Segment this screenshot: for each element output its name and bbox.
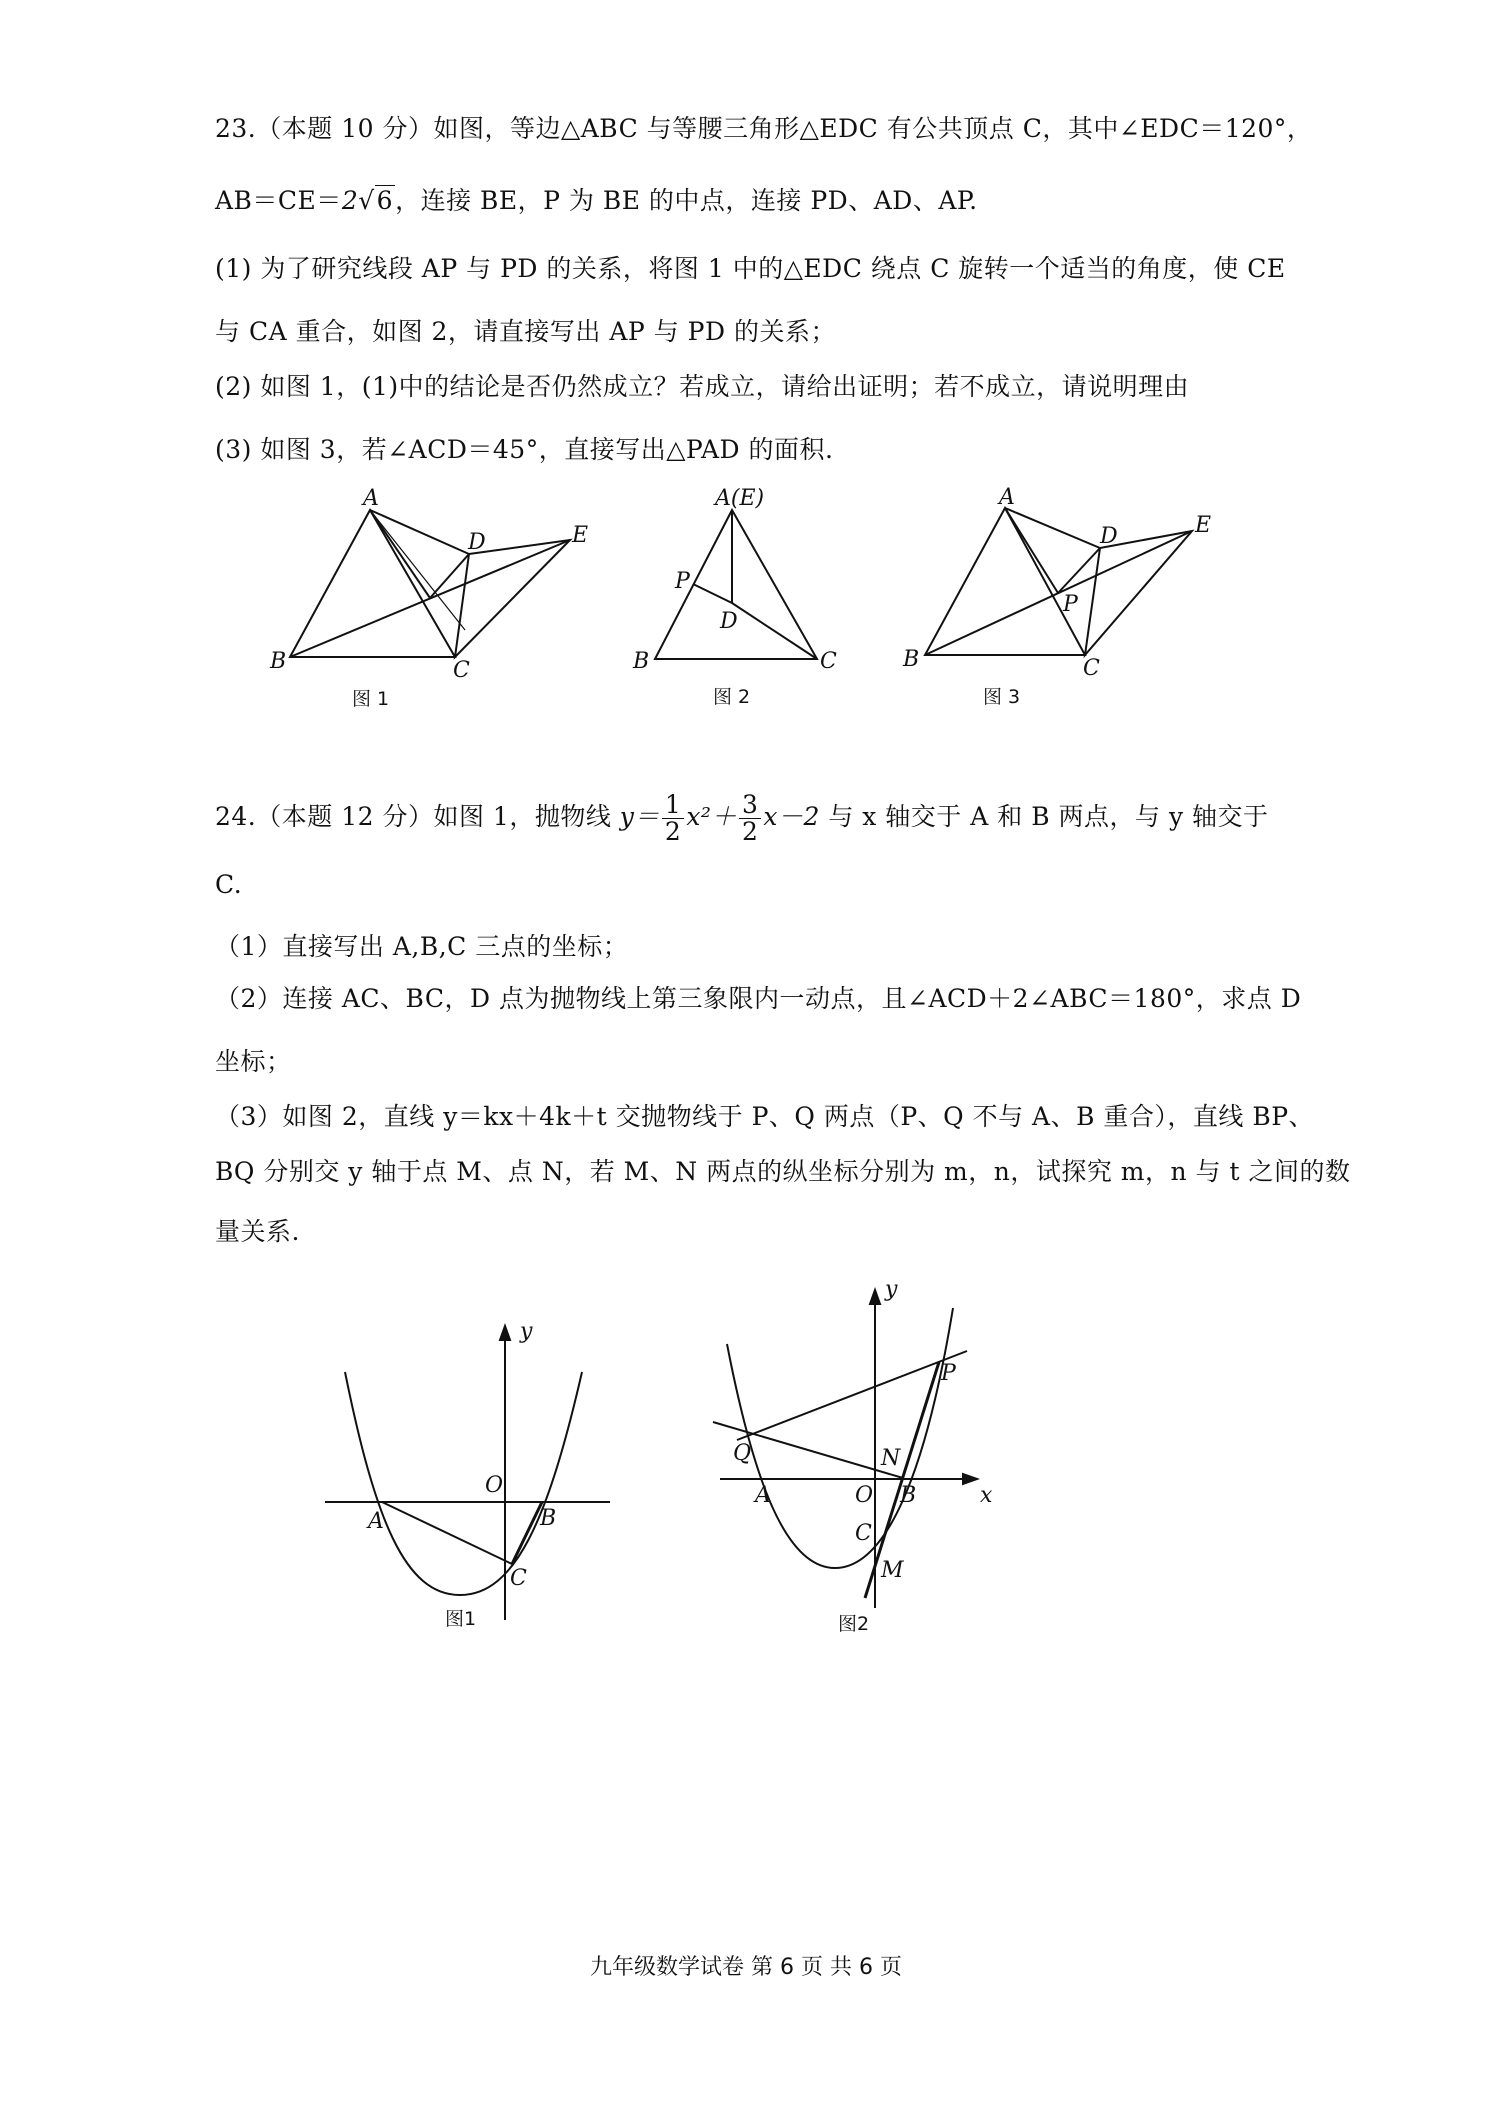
fig1-label-c: C <box>510 1566 527 1591</box>
q23-figure1 <box>270 486 670 720</box>
fig2-axis-label-x: x <box>980 1483 993 1508</box>
fig2-caption: 图2 <box>838 1613 870 1635</box>
q24-line1-post: 与 x 轴交于 A 和 B 两点，与 y 轴交于 <box>828 802 1269 831</box>
eq-y: y＝ <box>619 802 660 831</box>
fig3-triangle-edc <box>1085 531 1192 655</box>
fig1-label-a: A <box>368 1509 384 1534</box>
fig3-label-d: D <box>1100 524 1118 549</box>
fig3-label-b: B <box>903 647 920 672</box>
q23-line2-post: ，连接 BE，P 为 BE 的中点，连接 PD、AD、AP. <box>395 186 978 215</box>
sqrt-radicand: 6 <box>376 186 394 215</box>
q23-figure2 <box>625 485 875 715</box>
fig2-label-c: C <box>820 649 837 674</box>
fig1-caption: 图 1 <box>352 688 390 710</box>
fig1-axis-label-y: y <box>520 1319 533 1344</box>
fig1-caption: 图1 <box>445 1608 477 1630</box>
q24-part2-a: （2）连接 AC、BC，D 点为抛物线上第三象限内一动点，且∠ACD＋2∠ABC＝180°，求点 D <box>215 984 1302 1013</box>
fig1-label-c: C <box>453 658 470 683</box>
fig1-segment-be <box>290 540 570 657</box>
fig2-label-q: Q <box>733 1441 752 1466</box>
fig2-label-p: P <box>675 569 690 594</box>
q24-part2-b: 坐标； <box>215 1047 292 1076</box>
fig3-label-c: C <box>1083 656 1100 681</box>
fig1-label-o: O <box>485 1473 504 1498</box>
fig3-segment-ad <box>1005 508 1100 548</box>
fig2-line-pq <box>737 1351 967 1440</box>
q23-part2: (2) 如图 1，(1)中的结论是否仍然成立？若成立，请给出证明；若不成立，请说明理由 <box>215 372 1190 401</box>
fig1-parabola <box>345 1372 582 1595</box>
fig2-x-arrow <box>963 1474 977 1484</box>
fig3-label-a: A <box>999 485 1015 510</box>
frac2-denominator: 2 <box>741 817 759 846</box>
frac1-numerator: 1 <box>662 792 684 819</box>
q24-line1-pre: 24.（本题 12 分）如图 1，抛物线 <box>215 802 612 831</box>
fig3-caption: 图 3 <box>983 686 1021 708</box>
fig2-label-n: N <box>881 1446 901 1471</box>
fig1-segment-bc <box>512 1502 542 1564</box>
q23-part3: (3) 如图 3，若∠ACD＝45°，直接写出△PAD 的面积. <box>215 435 834 464</box>
fig1-triangle-edc <box>455 540 570 657</box>
fig2-axis-label-y: y <box>885 1277 898 1302</box>
q24-part3-a: （3）如图 2，直线 y＝kx＋4k＋t 交抛物线于 P、Q 两点（P、Q 不与 A、B 重合），直线 BP、 <box>215 1102 1315 1131</box>
fig1-label-a: A <box>363 486 379 511</box>
fig3-triangle-abc <box>925 508 1085 655</box>
q23-part1-b: 与 CA 重合，如图 2，请直接写出 AP 与 PD 的关系； <box>215 317 836 346</box>
fig1-label-d: D <box>468 530 486 555</box>
q24-part1: （1）直接写出 A,B,C 三点的坐标； <box>215 932 629 961</box>
fig2-segment-dc <box>732 603 817 659</box>
frac1-denominator: 2 <box>664 817 682 846</box>
q23-part1-a: (1) 为了研究线段 AP 与 PD 的关系，将图 1 中的△EDC 绕点 C 旋转一个适当的角度，使 CE <box>215 254 1286 283</box>
fig1-label-b: B <box>270 649 287 674</box>
fig2-parabola <box>727 1308 953 1568</box>
fig2-label-d: D <box>720 609 738 634</box>
eq-tail: x－2 <box>763 802 820 831</box>
fig2-label-b: B <box>633 649 650 674</box>
fig2-label-o: O <box>855 1483 874 1508</box>
q24-parabola-equation <box>619 790 829 846</box>
sqrt-coefficient: 2 <box>341 186 359 215</box>
q23-sqrt-expression <box>342 185 395 215</box>
fig2-segment-pd <box>693 584 732 603</box>
q24-part3-c: 量关系. <box>215 1217 300 1246</box>
fig1-y-arrow <box>500 1326 510 1340</box>
page-footer: 九年级数学试卷 第 6 页 共 6 页 <box>590 1955 902 1980</box>
q23-line2-pre: AB＝CE＝ <box>215 186 342 215</box>
eq-fraction-2 <box>739 792 761 845</box>
fig2-label-c: C <box>855 1521 872 1546</box>
fig1-label-e: E <box>572 523 589 548</box>
fig2-label-b: B <box>900 1483 917 1508</box>
q23-line1: 23.（本题 10 分）如图，等边△ABC 与等腰三角形△EDC 有公共顶点 C，其中∠EDC＝120°， <box>215 114 1313 143</box>
fig2-label-p: P <box>941 1361 956 1386</box>
q24-line2: C. <box>215 870 243 899</box>
fig1-triangle-abc <box>290 510 455 657</box>
frac2-numerator: 3 <box>739 792 761 819</box>
fig1-aux-line <box>370 510 465 630</box>
q24-figure1 <box>320 1320 640 1630</box>
q24-line1 <box>215 792 1269 845</box>
fig3-label-e: E <box>1195 513 1212 538</box>
fig3-label-p: P <box>1063 592 1078 617</box>
q23-figure3 <box>895 485 1255 718</box>
fig2-caption: 图 2 <box>713 686 751 708</box>
q24-figure2 <box>705 1278 1005 1638</box>
fig1-label-b: B <box>540 1506 557 1531</box>
fig2-label-ae: A(E) <box>715 486 765 511</box>
fig2-y-arrow <box>870 1290 880 1304</box>
sqrt-sign: √6 <box>358 186 394 215</box>
q23-line2 <box>215 184 978 218</box>
eq-fraction-1 <box>662 792 684 845</box>
fig2-label-a: A <box>755 1483 771 1508</box>
fig2-label-m: M <box>881 1558 904 1583</box>
eq-x-squared: x²＋ <box>686 802 737 831</box>
q24-part3-b: BQ 分别交 y 轴于点 M、点 N，若 M、N 两点的纵坐标分别为 m，n，试探究 m，n 与 t 之间的数 <box>215 1157 1351 1186</box>
fig3-segment-ap <box>1005 508 1058 593</box>
